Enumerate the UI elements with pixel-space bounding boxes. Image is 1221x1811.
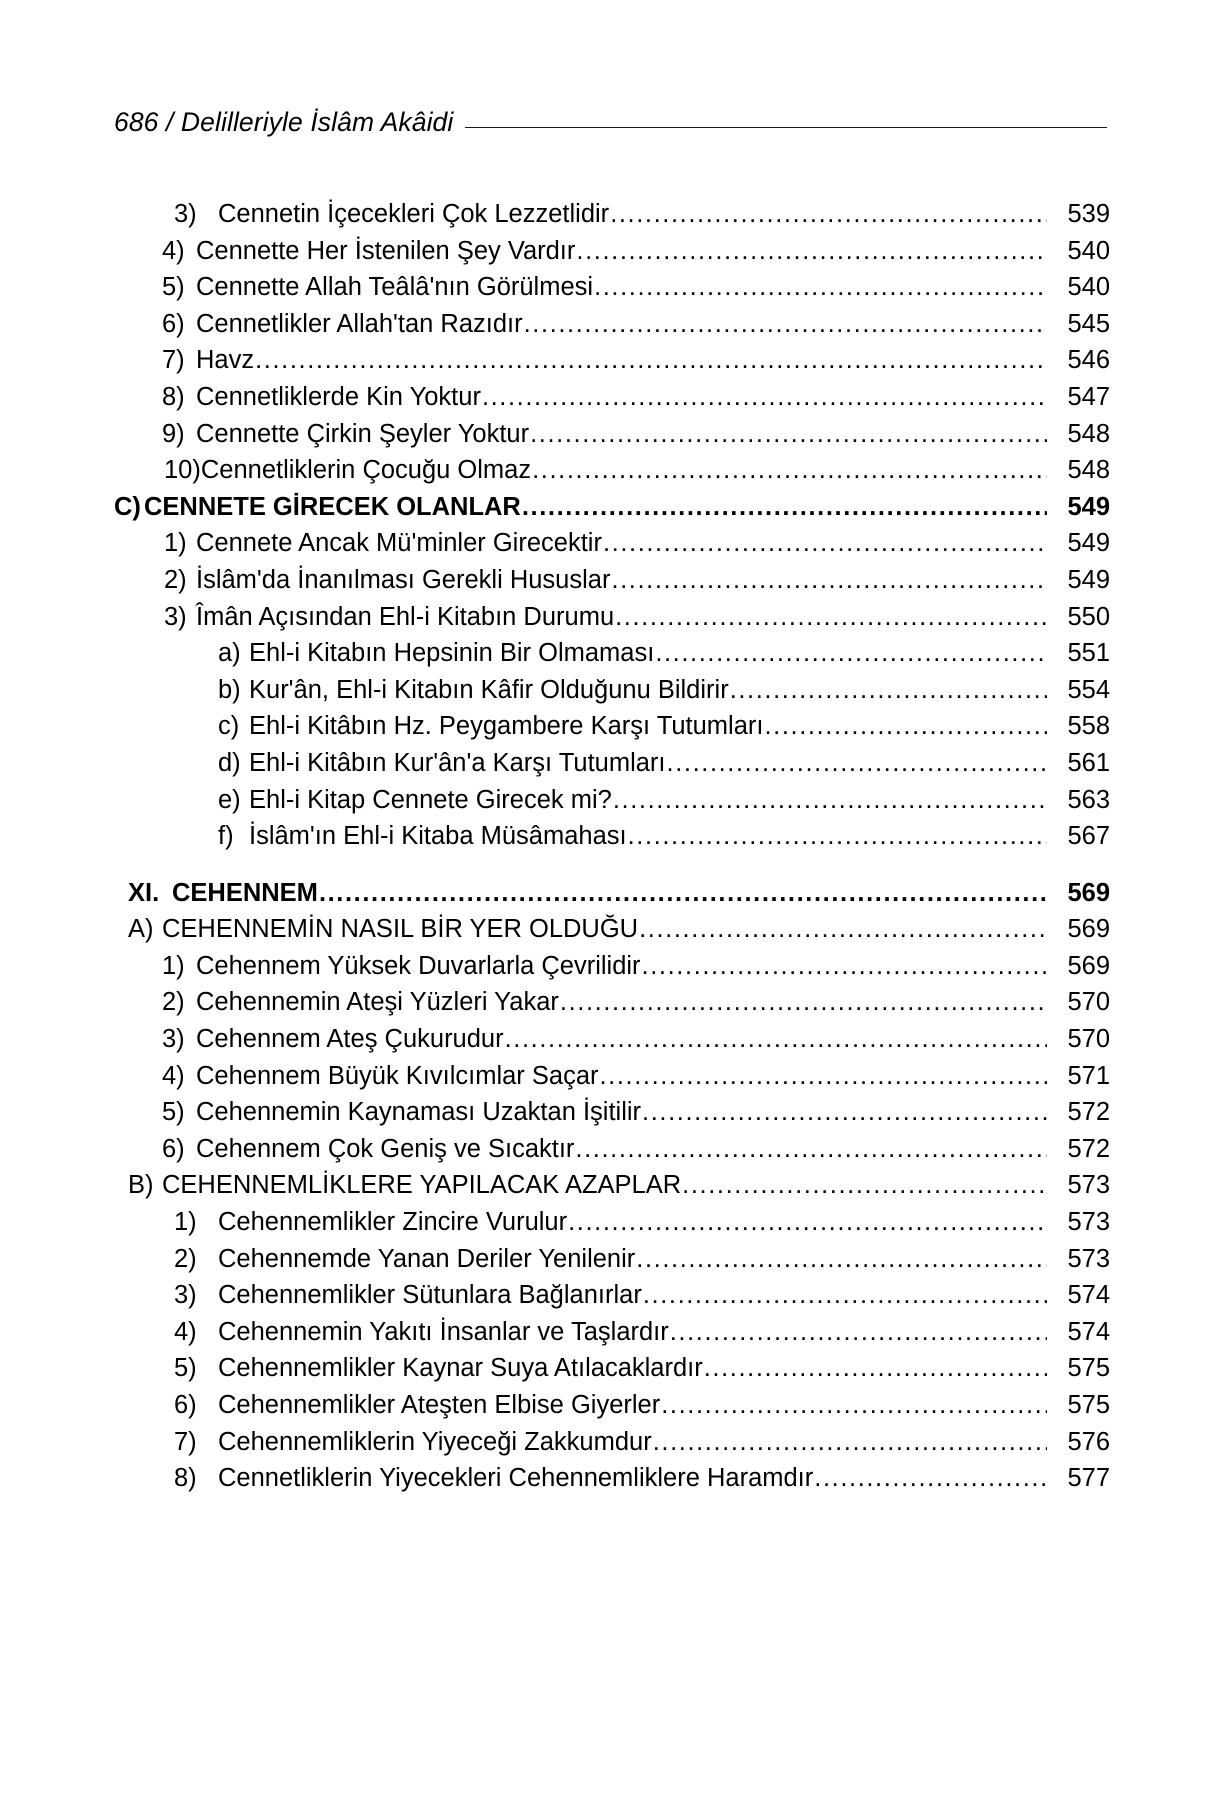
toc-entry-label [162, 269, 593, 306]
toc-dot-leader [642, 954, 1047, 980]
toc-entry-label [162, 342, 254, 379]
toc-entry-page-number: 549 [1067, 529, 1110, 558]
toc-entry-title: Cehennemlikler Zincire Vurulur [218, 1208, 568, 1237]
running-header [114, 108, 1107, 137]
toc-dot-leader [639, 917, 1047, 943]
toc-entry[interactable] [114, 1131, 1110, 1168]
toc-entry-number: 5) [162, 1098, 185, 1127]
toc-entry-page-number: 574 [1067, 1281, 1110, 1310]
toc-entry-number: 9) [162, 419, 185, 448]
toc-entry-page-number: 572 [1067, 1098, 1110, 1127]
toc-entry-page-number: 547 [1067, 382, 1110, 411]
toc-dot-leader [576, 239, 1047, 265]
toc-dot-leader [643, 1283, 1047, 1309]
toc-entry-number: 3) [174, 200, 197, 228]
toc-entry[interactable] [114, 635, 1110, 672]
toc-entry-page-number: 550 [1067, 602, 1110, 631]
toc-entry[interactable] [114, 984, 1110, 1021]
toc-entry-label [174, 1277, 642, 1314]
toc-entry[interactable] [114, 525, 1110, 562]
toc-entry-label [218, 635, 654, 672]
toc-entry-page-number: 546 [1067, 346, 1110, 375]
toc-entry-label [164, 599, 614, 636]
toc-entry-number: B) [128, 1171, 154, 1200]
toc-dot-leader [655, 641, 1047, 667]
toc-entry[interactable] [114, 379, 1110, 416]
toc-entry-title: Cehennem Çok Geniş ve Sıcaktır [196, 1134, 575, 1163]
toc-entry-page-number: 570 [1067, 988, 1110, 1017]
toc-entry[interactable] [114, 1167, 1110, 1204]
toc-entry-number: b) [218, 675, 241, 704]
toc-entry-label [174, 1204, 567, 1241]
toc-entry-title: Cehennemlikler Kaynar Suya Atılacaklardır [218, 1354, 703, 1383]
toc-entry[interactable] [114, 948, 1110, 985]
toc-entry-title: Cennetliklerin Yiyecekleri Cehennemliklere Haramdır [218, 1464, 814, 1493]
toc-entry-title: Ehl-i Kitabın Hepsinin Bir Olmaması [249, 639, 655, 668]
toc-entry-title: Cennetliklerin Çocuğu Olmaz [200, 456, 532, 485]
toc-entry-label [162, 306, 523, 343]
toc-entry-page-number: 539 [1067, 200, 1110, 228]
toc-entry-label [162, 1094, 641, 1131]
toc-entry-page-number: 554 [1067, 675, 1110, 704]
toc-entry-label [164, 525, 602, 562]
toc-entry-label [174, 1350, 703, 1387]
toc-entry-number: 8) [174, 1464, 197, 1493]
toc-entry-number: 6) [174, 1391, 197, 1419]
toc-entry-title: İslâm'da İnanılması Gerekli Hususlar [196, 565, 611, 594]
toc-dot-leader [611, 568, 1047, 594]
page-folio: 686 / Delilleriyle İslâm Akâidi [114, 107, 454, 137]
toc-entry-label [174, 196, 609, 233]
toc-entry[interactable] [114, 672, 1110, 709]
toc-entry-label [218, 782, 612, 819]
toc-entry[interactable] [114, 1350, 1110, 1387]
toc-entry-page-number: 548 [1067, 456, 1110, 485]
toc-entry-page-number: 551 [1067, 639, 1110, 668]
toc-entry-title: Cehennemin Kaynaması Uzaktan İşitilir [196, 1098, 642, 1127]
toc-entry-page-number: 540 [1067, 273, 1110, 302]
toc-entry-title: Îmân Açısından Ehl-i Kitabın Durumu [196, 602, 615, 631]
toc-entry[interactable] [114, 452, 1110, 489]
toc-entry-label [162, 1058, 599, 1095]
toc-entry-label [174, 1387, 660, 1424]
toc-entry-page-number: 569 [1067, 951, 1110, 980]
toc-dot-leader [628, 824, 1047, 850]
toc-entry-number: 2) [174, 1244, 197, 1273]
toc-dot-leader [642, 1100, 1047, 1126]
toc-entry-page-number: 570 [1067, 1025, 1110, 1054]
toc-entry[interactable] [114, 708, 1110, 745]
toc-dot-leader [594, 275, 1047, 301]
toc-entry-page-number: 576 [1067, 1427, 1110, 1456]
toc-entry-title: Ehl-i Kitap Cennete Girecek mi? [249, 785, 612, 814]
toc-entry-title: Kur'ân, Ehl-i Kitabın Kâfir Olduğunu Bildirir [249, 675, 729, 704]
toc-dot-leader [482, 385, 1047, 411]
toc-dot-leader [568, 1210, 1047, 1236]
toc-dot-leader [524, 312, 1047, 338]
toc-entry-title: Ehl-i Kitâbın Kur'ân'a Karşı Tutumları [249, 748, 666, 777]
toc-dot-leader [575, 1137, 1047, 1163]
toc-entry[interactable] [114, 1460, 1110, 1497]
toc-entry[interactable] [114, 818, 1110, 855]
toc-entry-page-number: 575 [1067, 1354, 1110, 1383]
toc-entry-page-number: 549 [1067, 492, 1110, 521]
toc-entry-title: CEHENNEMİN NASIL BİR YER OLDUĞU [162, 915, 639, 944]
toc-entry[interactable] [114, 342, 1110, 379]
toc-entry-label [162, 948, 641, 985]
toc-entry-title: Cehennemde Yanan Deriler Yenilenir [218, 1244, 636, 1273]
toc-entry-number: 3) [162, 1025, 185, 1054]
toc-entry-title: CENNETE GİRECEK OLANLAR [144, 492, 521, 521]
toc-entry-title: Havz [196, 346, 255, 375]
toc-dot-leader [505, 1027, 1047, 1053]
toc-entry-page-number: 573 [1067, 1244, 1110, 1273]
toc-dot-leader [610, 202, 1047, 228]
toc-entry-label [174, 1241, 635, 1278]
toc-entry-page-number: 561 [1067, 748, 1110, 777]
toc-entry-page-number: 569 [1067, 915, 1110, 944]
toc-entry-page-number: 548 [1067, 419, 1110, 448]
toc-entry-label [162, 416, 529, 453]
toc-entry-title: Cehennemlikler Ateşten Elbise Giyerler [218, 1391, 661, 1419]
toc-entry-number: 3) [164, 602, 187, 631]
toc-entry-number: 4) [174, 1317, 197, 1346]
toc-entry-label [128, 1167, 681, 1204]
toc-entry-label [218, 672, 729, 709]
toc-entry[interactable] [114, 1204, 1110, 1241]
toc-entry-label [218, 818, 627, 855]
toc-entry-page-number: 575 [1067, 1391, 1110, 1419]
toc-entry-number: 7) [162, 346, 185, 375]
toc-entry-title: Cennette Allah Teâlâ'nın Görülmesi [196, 273, 594, 302]
toc-dot-leader [636, 1247, 1047, 1273]
toc-entry-label [218, 745, 666, 782]
toc-entry-label [128, 911, 638, 948]
toc-entry-number: 6) [162, 309, 185, 338]
toc-entry-title: CEHENNEMLİKLERE YAPILACAK AZAPLAR [162, 1171, 682, 1200]
toc-entry[interactable] [114, 1277, 1110, 1314]
toc-entry-label [114, 489, 521, 526]
toc-entry-title: Cehennemin Ateşi Yüzleri Yakar [196, 988, 559, 1017]
toc-entry-title: CEHENNEM [172, 878, 318, 907]
toc-entry[interactable] [114, 1314, 1110, 1351]
toc-dot-leader [661, 1393, 1047, 1419]
toc-entry-title: Cehennemin Yakıtı İnsanlar ve Taşlardır [218, 1317, 669, 1346]
toc-dot-leader [600, 1064, 1048, 1090]
toc-entry[interactable] [114, 233, 1110, 270]
toc-entry-number: A) [128, 915, 154, 944]
toc-entry-number: 10) [164, 456, 201, 485]
toc-entry-title: Ehl-i Kitâbın Hz. Peygambere Karşı Tutumları [249, 712, 764, 741]
toc-entry-label [164, 562, 610, 599]
table-of-contents [114, 196, 1110, 1497]
toc-dot-leader [613, 788, 1047, 814]
toc-entry-label [174, 1314, 669, 1351]
toc-dot-leader [653, 1430, 1047, 1456]
toc-entry-page-number: 563 [1067, 785, 1110, 814]
toc-entry[interactable] [114, 1387, 1110, 1424]
toc-entry-label [162, 379, 481, 416]
toc-entry[interactable] [114, 1094, 1110, 1131]
toc-entry-title: Cehennemlikler Sütunlara Bağlanırlar [218, 1281, 642, 1310]
toc-entry-title: Cehennem Yüksek Duvarlarla Çevrilidir [196, 951, 641, 980]
toc-entry-number: a) [218, 639, 241, 668]
toc-entry-number: 5) [174, 1354, 197, 1383]
toc-entry-label [128, 875, 318, 912]
toc-entry-title: Cennetin İçecekleri Çok Lezzetlidir [218, 200, 610, 228]
toc-entry[interactable] [114, 1424, 1110, 1461]
toc-entry-number: e) [218, 785, 241, 814]
toc-entry-page-number: 572 [1067, 1134, 1110, 1163]
toc-dot-leader [670, 1320, 1047, 1346]
toc-entry-number: 3) [174, 1281, 197, 1310]
toc-entry-title: Cennette Her İstenilen Şey Vardır [196, 236, 576, 265]
toc-entry-title: Cehennem Ateş Çukurudur [196, 1025, 504, 1054]
toc-entry-label [164, 452, 531, 489]
toc-dot-leader [255, 348, 1047, 374]
toc-entry[interactable] [114, 416, 1110, 453]
toc-entry-number: XI. [128, 878, 160, 907]
toc-dot-leader [814, 1466, 1047, 1492]
toc-entry[interactable] [114, 1021, 1110, 1058]
toc-entry-number: 1) [164, 529, 187, 558]
toc-entry-number: 4) [162, 236, 185, 265]
toc-entry-label [162, 1131, 574, 1168]
toc-dot-leader [530, 422, 1047, 448]
toc-entry[interactable] [114, 1241, 1110, 1278]
toc-entry-page-number: 545 [1067, 309, 1110, 338]
toc-entry-title: İslâm'ın Ehl-i Kitaba Müsâmahası [249, 822, 627, 851]
toc-entry-label [174, 1424, 652, 1461]
toc-entry-page-number: 573 [1067, 1171, 1110, 1200]
toc-entry[interactable] [114, 562, 1110, 599]
toc-entry-number: 1) [162, 951, 185, 980]
header-rule-divider [465, 127, 1107, 128]
toc-dot-leader [682, 1173, 1047, 1199]
toc-dot-leader [667, 751, 1047, 777]
toc-entry[interactable] [114, 745, 1110, 782]
toc-entry-label [162, 233, 575, 270]
toc-entry[interactable] [114, 196, 1110, 233]
toc-entry-number: d) [218, 748, 241, 777]
toc-dot-leader [532, 458, 1047, 484]
toc-entry-title: Cennette Çirkin Şeyler Yoktur [196, 419, 530, 448]
toc-entry[interactable] [114, 489, 1110, 526]
toc-entry-title: Cehennemliklerin Yiyeceği Zakkumdur [218, 1427, 652, 1456]
toc-entry-label [162, 1021, 504, 1058]
toc-entry-number: 4) [162, 1061, 185, 1090]
toc-dot-leader [615, 605, 1047, 631]
toc-entry[interactable] [114, 306, 1110, 343]
toc-dot-leader [560, 990, 1047, 1016]
toc-entry-page-number: 574 [1067, 1317, 1110, 1346]
toc-entry-number: 1) [174, 1208, 197, 1237]
toc-dot-leader [603, 531, 1047, 557]
toc-entry-page-number: 577 [1067, 1464, 1110, 1493]
toc-entry-title: Cennete Ancak Mü'minler Girecektir [196, 529, 602, 558]
toc-entry[interactable] [114, 911, 1110, 948]
toc-entry-page-number: 569 [1067, 878, 1110, 907]
toc-dot-leader [522, 495, 1047, 521]
toc-entry-number: C) [114, 492, 141, 521]
toc-entry-number: c) [218, 712, 240, 741]
toc-entry-number: f) [218, 822, 234, 851]
toc-entry-label [174, 1460, 813, 1497]
toc-entry-label [218, 708, 763, 745]
toc-entry-number: 6) [162, 1134, 185, 1163]
toc-entry-number: 2) [164, 565, 187, 594]
toc-entry-page-number: 573 [1067, 1208, 1110, 1237]
toc-entry-page-number: 571 [1067, 1061, 1110, 1090]
toc-entry-label [162, 984, 559, 1021]
toc-entry-page-number: 558 [1067, 712, 1110, 741]
toc-dot-leader [704, 1356, 1047, 1382]
toc-entry-title: Cennetliklerde Kin Yoktur [196, 382, 481, 411]
toc-entry-page-number: 567 [1067, 822, 1110, 851]
toc-entry-title: Cehennem Büyük Kıvılcımlar Saçar [196, 1061, 599, 1090]
toc-entry[interactable] [114, 875, 1110, 912]
toc-entry-page-number: 549 [1067, 565, 1110, 594]
toc-entry-title: Cennetlikler Allah'tan Razıdır [196, 309, 523, 338]
toc-dot-leader [319, 881, 1047, 907]
toc-entry-number: 5) [162, 273, 185, 302]
toc-entry-number: 2) [162, 988, 185, 1017]
toc-entry-number: 7) [174, 1427, 197, 1456]
toc-dot-leader [730, 678, 1047, 704]
toc-entry[interactable] [114, 782, 1110, 819]
toc-entry-page-number: 540 [1067, 236, 1110, 265]
toc-entry[interactable] [114, 1058, 1110, 1095]
toc-entry[interactable] [114, 599, 1110, 636]
toc-entry-number: 8) [162, 382, 185, 411]
toc-dot-leader [764, 714, 1047, 740]
toc-entry[interactable] [114, 269, 1110, 306]
